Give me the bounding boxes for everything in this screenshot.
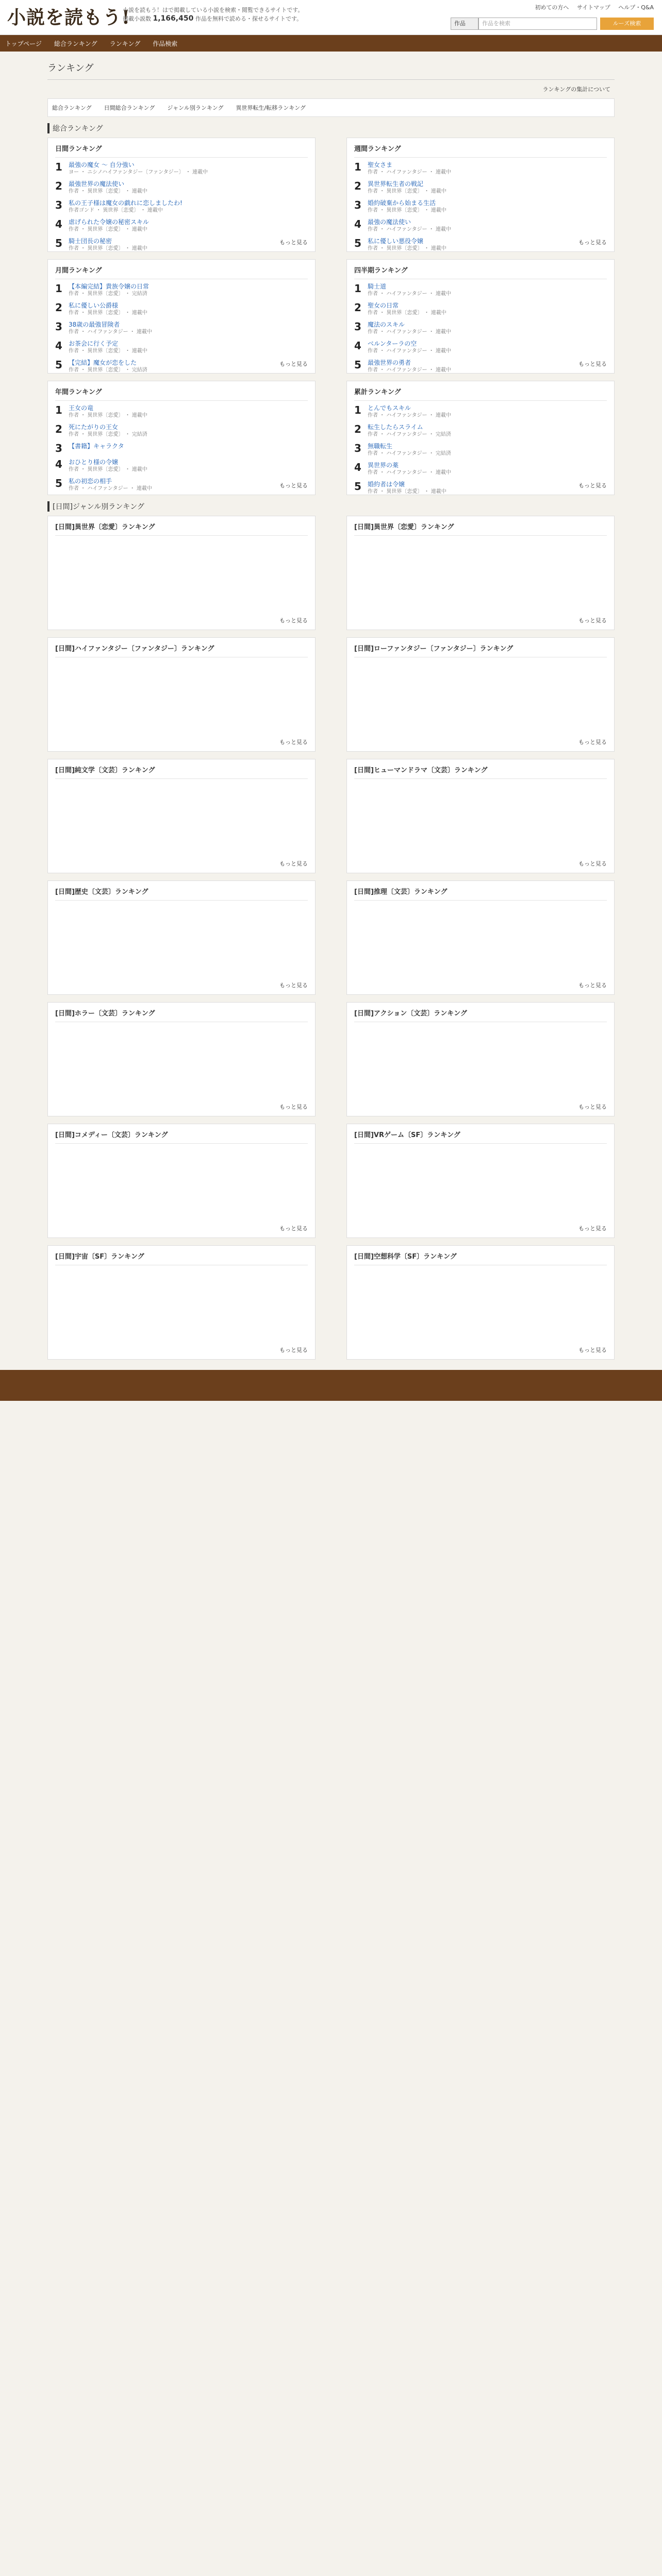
rank-number: 5 bbox=[55, 359, 62, 371]
page-title: ランキング bbox=[47, 55, 615, 80]
rank-number: 2 bbox=[55, 301, 62, 314]
card-title: 月間ランキング bbox=[55, 265, 308, 279]
rank-number: 4 bbox=[55, 458, 62, 470]
ranking-card bbox=[47, 880, 316, 995]
ranking-card bbox=[346, 1124, 615, 1238]
ranking-card bbox=[47, 259, 316, 374]
ranking-item bbox=[354, 461, 607, 477]
more-link[interactable]: もっと見る bbox=[578, 739, 607, 745]
novel-meta: 作者 ・ 異世界〔恋愛〕 ・ 連載中 bbox=[69, 227, 147, 232]
gnav-ranking[interactable]: ランキング bbox=[109, 40, 141, 47]
novel-title-link[interactable]: 騎士団長の秘密 bbox=[69, 238, 112, 245]
rank-number: 4 bbox=[55, 218, 62, 230]
search-button[interactable]: ルーズ検索 bbox=[600, 18, 654, 30]
novel-title-link[interactable]: とんでもスキル bbox=[368, 404, 411, 412]
novel-meta: 作者 ・ ハイファンタジー ・ 連載中 bbox=[368, 170, 451, 175]
novel-meta: 作者 ・ 異世界〔恋愛〕 ・ 連載中 bbox=[69, 348, 147, 354]
novel-meta: 作者 ・ 異世界〔恋愛〕 ・ 連載中 bbox=[368, 489, 446, 495]
ranking-card bbox=[47, 381, 316, 495]
card-title: 日間ランキング bbox=[55, 143, 308, 158]
search-bar bbox=[451, 18, 654, 30]
novel-title-link[interactable]: 私に優しい公爵様 bbox=[69, 302, 119, 309]
header-nav bbox=[528, 3, 654, 11]
rank-number: 5 bbox=[55, 237, 62, 249]
rank-number: 1 bbox=[55, 282, 62, 295]
card-title: [日間]ローファンタジー〔ファンタジー〕ランキング bbox=[354, 643, 607, 657]
section-genre: [日間]ジャンル別ランキング bbox=[47, 501, 615, 512]
more-link[interactable]: もっと見る bbox=[578, 1104, 607, 1110]
site-header bbox=[0, 0, 662, 35]
ranking-item bbox=[354, 180, 607, 195]
novel-title-link[interactable]: 【書籍】キャラクタ bbox=[69, 443, 124, 450]
novel-meta: 作者 ・ 異世界〔恋愛〕 ・ 連載中 bbox=[368, 189, 446, 194]
site-footer bbox=[0, 1370, 662, 1401]
more-link[interactable]: もっと見る bbox=[578, 860, 607, 867]
section-overall: 総合ランキング bbox=[47, 123, 615, 133]
ranking-item bbox=[55, 237, 308, 252]
novel-meta: 作者 ・ ハイファンタジー ・ 連載中 bbox=[368, 291, 451, 297]
ranking-item bbox=[55, 458, 308, 473]
gnav-overall[interactable]: 総合ランキング bbox=[54, 40, 97, 47]
subnav-daily[interactable]: 日間総合ランキング bbox=[104, 105, 155, 111]
novel-title-link[interactable]: 魔法のスキル bbox=[368, 321, 405, 328]
ranking-card bbox=[47, 759, 316, 873]
novel-meta: 作者 ・ ハイファンタジー ・ 連載中 bbox=[368, 329, 451, 335]
ranking-item bbox=[354, 218, 607, 233]
novel-meta: 作者 ・ 異世界〔恋愛〕 ・ 連載中 bbox=[69, 467, 147, 472]
ranking-item bbox=[354, 320, 607, 336]
card-title: 週間ランキング bbox=[354, 143, 607, 158]
more-link[interactable]: もっと見る bbox=[279, 739, 308, 745]
ranking-item bbox=[55, 199, 308, 214]
rank-number: 2 bbox=[55, 180, 62, 192]
card-title: 累計ランキング bbox=[354, 386, 607, 401]
genre-grid bbox=[47, 516, 615, 1360]
more-link[interactable]: もっと見る bbox=[578, 1225, 607, 1232]
novel-title-link[interactable]: 聖女さま bbox=[368, 161, 393, 168]
card-title: [日間]純文学〔文芸〕ランキング bbox=[55, 765, 308, 779]
novel-title-link[interactable]: 38歳の最強冒険者 bbox=[69, 321, 120, 328]
novel-meta: 作者 ・ 異世界〔恋愛〕 ・ 連載中 bbox=[368, 246, 446, 251]
novel-title-link[interactable]: 最強の魔女 ～ 自分強い bbox=[69, 161, 135, 168]
ranking-item bbox=[55, 180, 308, 195]
rank-number: 1 bbox=[354, 282, 361, 295]
novel-title-link[interactable]: 最強世界の魔法使い bbox=[69, 180, 125, 188]
subnav-genre[interactable]: ジャンル別ランキング bbox=[167, 105, 224, 111]
ranking-card bbox=[346, 516, 615, 630]
card-title: 四半期ランキング bbox=[354, 265, 607, 279]
ranking-item bbox=[55, 161, 308, 176]
more-link[interactable]: もっと見る bbox=[279, 1347, 308, 1353]
ranking-item bbox=[354, 423, 607, 438]
ranking-card bbox=[346, 138, 615, 252]
novel-title-link[interactable]: 聖女の日常 bbox=[368, 302, 399, 309]
card-title: [日間]ハイファンタジー〔ファンタジー〕ランキング bbox=[55, 643, 308, 657]
novel-title-link[interactable]: おひとり様の令嬢 bbox=[69, 459, 119, 466]
novel-count: 1,166,450 bbox=[153, 14, 194, 23]
rank-number: 1 bbox=[354, 161, 361, 173]
global-nav bbox=[0, 35, 662, 52]
rank-number: 5 bbox=[354, 359, 361, 371]
rank-number: 5 bbox=[354, 237, 361, 249]
nav-help[interactable]: ヘルプ・Q&A bbox=[618, 4, 654, 11]
novel-meta: 作者 ・ 異世界〔恋愛〕 ・ 連載中 bbox=[69, 189, 147, 194]
main-content bbox=[47, 55, 615, 1360]
novel-meta: 作者 ・ 異世界〔恋愛〕 ・ 完結済 bbox=[69, 367, 147, 373]
gnav-search[interactable]: 作品検索 bbox=[153, 40, 178, 47]
more-link[interactable]: もっと見る bbox=[279, 361, 308, 367]
ranking-help-link[interactable]: ランキングの集計について bbox=[542, 86, 610, 93]
novel-meta: 作者 ・ 異世界〔恋愛〕 ・ 連載中 bbox=[69, 413, 147, 418]
more-link[interactable]: もっと見る bbox=[279, 1104, 308, 1110]
ranking-item bbox=[354, 340, 607, 355]
novel-title-link[interactable]: 虐げられた令嬢の秘密スキル bbox=[69, 218, 149, 226]
card-title: [日間]異世界〔恋愛〕ランキング bbox=[354, 521, 607, 536]
overall-grid bbox=[47, 138, 615, 495]
novel-meta: 作者 ・ 異世界〔恋愛〕 ・ 連載中 bbox=[368, 208, 446, 213]
more-link[interactable]: もっと見る bbox=[578, 617, 607, 624]
novel-meta: 作者 ・ ハイファンタジー ・ 連載中 bbox=[368, 348, 451, 354]
rank-number: 3 bbox=[354, 442, 361, 454]
more-link[interactable]: もっと見る bbox=[279, 482, 308, 489]
ranking-card bbox=[346, 637, 615, 752]
more-link[interactable]: もっと見る bbox=[578, 361, 607, 367]
card-title: [日間]異世界〔恋愛〕ランキング bbox=[55, 521, 308, 536]
card-title: [日間]推理〔文芸〕ランキング bbox=[354, 886, 607, 901]
rank-number: 1 bbox=[55, 161, 62, 173]
novel-meta: 作者 ・ 異世界〔恋愛〕 ・ 完結済 bbox=[69, 291, 147, 297]
ranking-item bbox=[354, 480, 607, 496]
rank-number: 1 bbox=[354, 404, 361, 416]
card-title: 年間ランキング bbox=[55, 386, 308, 401]
ranking-item bbox=[354, 442, 607, 457]
more-link[interactable]: もっと見る bbox=[578, 982, 607, 989]
ranking-card bbox=[47, 637, 316, 752]
novel-title-link[interactable]: 【本編完結】貴族令嬢の日常 bbox=[69, 283, 150, 290]
ranking-item bbox=[55, 359, 308, 374]
ranking-card bbox=[346, 1002, 615, 1116]
card-title: [日間]空想科学〔SF〕ランキング bbox=[354, 1251, 607, 1265]
novel-title-link[interactable]: 婚約者は令嬢 bbox=[368, 481, 405, 488]
card-title: [日間]宇宙〔SF〕ランキング bbox=[55, 1251, 308, 1265]
novel-title-link[interactable]: 婚約破棄から始まる生活 bbox=[368, 199, 436, 207]
more-link[interactable]: もっと見る bbox=[279, 860, 308, 867]
ranking-card bbox=[346, 759, 615, 873]
novel-title-link[interactable]: 転生したらスライム bbox=[368, 423, 423, 431]
ranking-item bbox=[354, 199, 607, 214]
rank-number: 3 bbox=[55, 320, 62, 333]
novel-title-link[interactable]: 【完結】魔女が恋をした bbox=[69, 359, 137, 366]
more-link[interactable]: もっと見る bbox=[279, 1225, 308, 1232]
card-title: [日間]VRゲーム〔SF〕ランキング bbox=[354, 1129, 607, 1144]
novel-meta: 作者 ・ ハイファンタジー ・ 連載中 bbox=[69, 486, 152, 492]
ranking-item bbox=[55, 218, 308, 233]
novel-title-link[interactable]: お茶会に行く予定 bbox=[69, 340, 119, 347]
rank-number: 5 bbox=[354, 480, 361, 493]
novel-title-link[interactable]: ベルンターラの空 bbox=[368, 340, 417, 347]
search-input[interactable]: 作品を検索 bbox=[478, 18, 597, 30]
search-type-select[interactable]: 作品 bbox=[451, 18, 478, 30]
ranking-item bbox=[55, 442, 308, 454]
rank-number: 4 bbox=[55, 340, 62, 352]
more-link[interactable]: もっと見る bbox=[578, 239, 607, 246]
nav-beginner[interactable]: 初めての方へ bbox=[535, 4, 569, 11]
novel-title-link[interactable]: 私に優しい悪役令嬢 bbox=[368, 238, 424, 245]
novel-meta: 作者 ・ ハイファンタジー ・ 完結済 bbox=[368, 451, 451, 456]
gnav-top[interactable]: トップページ bbox=[5, 40, 42, 47]
novel-meta: 作者 ・ ハイファンタジー ・ 完結済 bbox=[368, 432, 451, 437]
rank-number: 2 bbox=[354, 423, 361, 435]
ranking-card bbox=[47, 1245, 316, 1360]
ranking-item bbox=[55, 423, 308, 438]
card-title: [日間]歴史〔文芸〕ランキング bbox=[55, 886, 308, 901]
novel-title-link[interactable]: 最強の魔法使い bbox=[368, 218, 411, 226]
ranking-card bbox=[346, 1245, 615, 1360]
ranking-card bbox=[47, 138, 316, 252]
novel-meta: 作者 ・ 異世界〔恋愛〕 ・ 完結済 bbox=[69, 432, 147, 437]
rank-number: 3 bbox=[55, 199, 62, 211]
rank-number: 4 bbox=[354, 340, 361, 352]
novel-title-link[interactable]: 異世界転生者の戦記 bbox=[368, 180, 424, 188]
ranking-card bbox=[346, 259, 615, 374]
novel-title-link[interactable]: 無職転生 bbox=[368, 443, 393, 450]
ranking-item bbox=[354, 282, 607, 298]
novel-title-link[interactable]: 死にたがりの王女 bbox=[69, 423, 119, 431]
rank-number: 4 bbox=[354, 461, 361, 473]
rank-number: 2 bbox=[354, 301, 361, 314]
novel-meta: 作者 ・ 異世界〔恋愛〕 ・ 連載中 bbox=[69, 246, 147, 251]
more-link[interactable]: もっと見る bbox=[578, 1347, 607, 1353]
rank-number: 5 bbox=[55, 477, 62, 489]
ranking-item bbox=[354, 161, 607, 176]
subnav-isekai[interactable]: 異世界転生/転移ランキング bbox=[236, 105, 306, 111]
novel-title-link[interactable]: 異世界の薬 bbox=[368, 462, 399, 469]
subnav-overall[interactable]: 総合ランキング bbox=[52, 105, 92, 111]
card-title: [日間]ヒューマンドラマ〔文芸〕ランキング bbox=[354, 765, 607, 779]
rank-number: 4 bbox=[354, 218, 361, 230]
ranking-item bbox=[354, 301, 607, 317]
novel-title-link[interactable]: 最強世界の勇者 bbox=[368, 359, 411, 366]
novel-meta: 作者 ・ ハイファンタジー ・ 連載中 bbox=[368, 413, 451, 418]
novel-meta: 作者 ・ 異世界〔恋愛〕 ・ 連載中 bbox=[69, 310, 147, 316]
rank-number: 2 bbox=[354, 180, 361, 192]
ranking-item bbox=[55, 340, 308, 355]
ranking-card bbox=[346, 381, 615, 495]
nav-sitemap[interactable]: サイトマップ bbox=[576, 4, 610, 11]
novel-title-link[interactable]: 騎士道 bbox=[368, 283, 387, 290]
ranking-item bbox=[354, 237, 607, 252]
novel-meta: 作者ゴンド ・ 異世界〔恋愛〕 ・ 連載中 bbox=[69, 208, 163, 213]
novel-title-link[interactable]: 私の初恋の相手 bbox=[69, 478, 112, 485]
ranking-card bbox=[47, 516, 316, 630]
novel-meta: ヨー ・ ニシノハイファンタジー〔ファンタジー〕 ・ 連載中 bbox=[69, 170, 208, 175]
rank-number: 1 bbox=[55, 404, 62, 416]
ranking-card bbox=[47, 1002, 316, 1116]
rank-number: 2 bbox=[55, 423, 62, 435]
ranking-card bbox=[346, 880, 615, 995]
novel-meta: 作者 ・ ハイファンタジー ・ 連載中 bbox=[69, 329, 152, 335]
ranking-item bbox=[55, 320, 308, 336]
card-title: [日間]ホラー〔文芸〕ランキング bbox=[55, 1008, 308, 1022]
more-link[interactable]: もっと見る bbox=[279, 239, 308, 246]
novel-meta: 作者 ・ ハイファンタジー ・ 連載中 bbox=[368, 367, 451, 373]
site-logo[interactable]: 小説を読もう! bbox=[7, 7, 130, 28]
ranking-item bbox=[55, 282, 308, 298]
novel-title-link[interactable]: 王女の竜 bbox=[69, 404, 94, 412]
ranking-item bbox=[55, 404, 308, 419]
ranking-item bbox=[354, 359, 607, 374]
novel-title-link[interactable]: 私の王子様は魔女の戯れに恋しましたわ! bbox=[69, 199, 183, 207]
more-link[interactable]: もっと見る bbox=[279, 982, 308, 989]
ranking-item bbox=[55, 301, 308, 317]
ranking-card bbox=[47, 1124, 316, 1238]
tagline: 小説を読もう！はで掲載している小説を検索・閲覧できるサイトです。 掲載小説数 1,166,450 作品を無料で読める・探せるサイトです。 bbox=[123, 7, 304, 23]
more-link[interactable]: もっと見る bbox=[279, 617, 308, 624]
card-title: [日間]コメディー〔文芸〕ランキング bbox=[55, 1129, 308, 1144]
ranking-item bbox=[354, 404, 607, 419]
more-link[interactable]: もっと見る bbox=[578, 482, 607, 489]
novel-meta: 作者 ・ ハイファンタジー ・ 連載中 bbox=[368, 470, 451, 476]
novel-meta: 作者 ・ 異世界〔恋愛〕 ・ 連載中 bbox=[368, 310, 446, 316]
rank-number: 3 bbox=[354, 199, 361, 211]
novel-meta: 作者 ・ ハイファンタジー ・ 連載中 bbox=[368, 227, 451, 232]
ranking-subnav bbox=[47, 98, 615, 117]
rank-number: 3 bbox=[354, 320, 361, 333]
ranking-item bbox=[55, 477, 308, 493]
card-title: [日間]アクション〔文芸〕ランキング bbox=[354, 1008, 607, 1022]
rank-number: 3 bbox=[55, 442, 62, 454]
